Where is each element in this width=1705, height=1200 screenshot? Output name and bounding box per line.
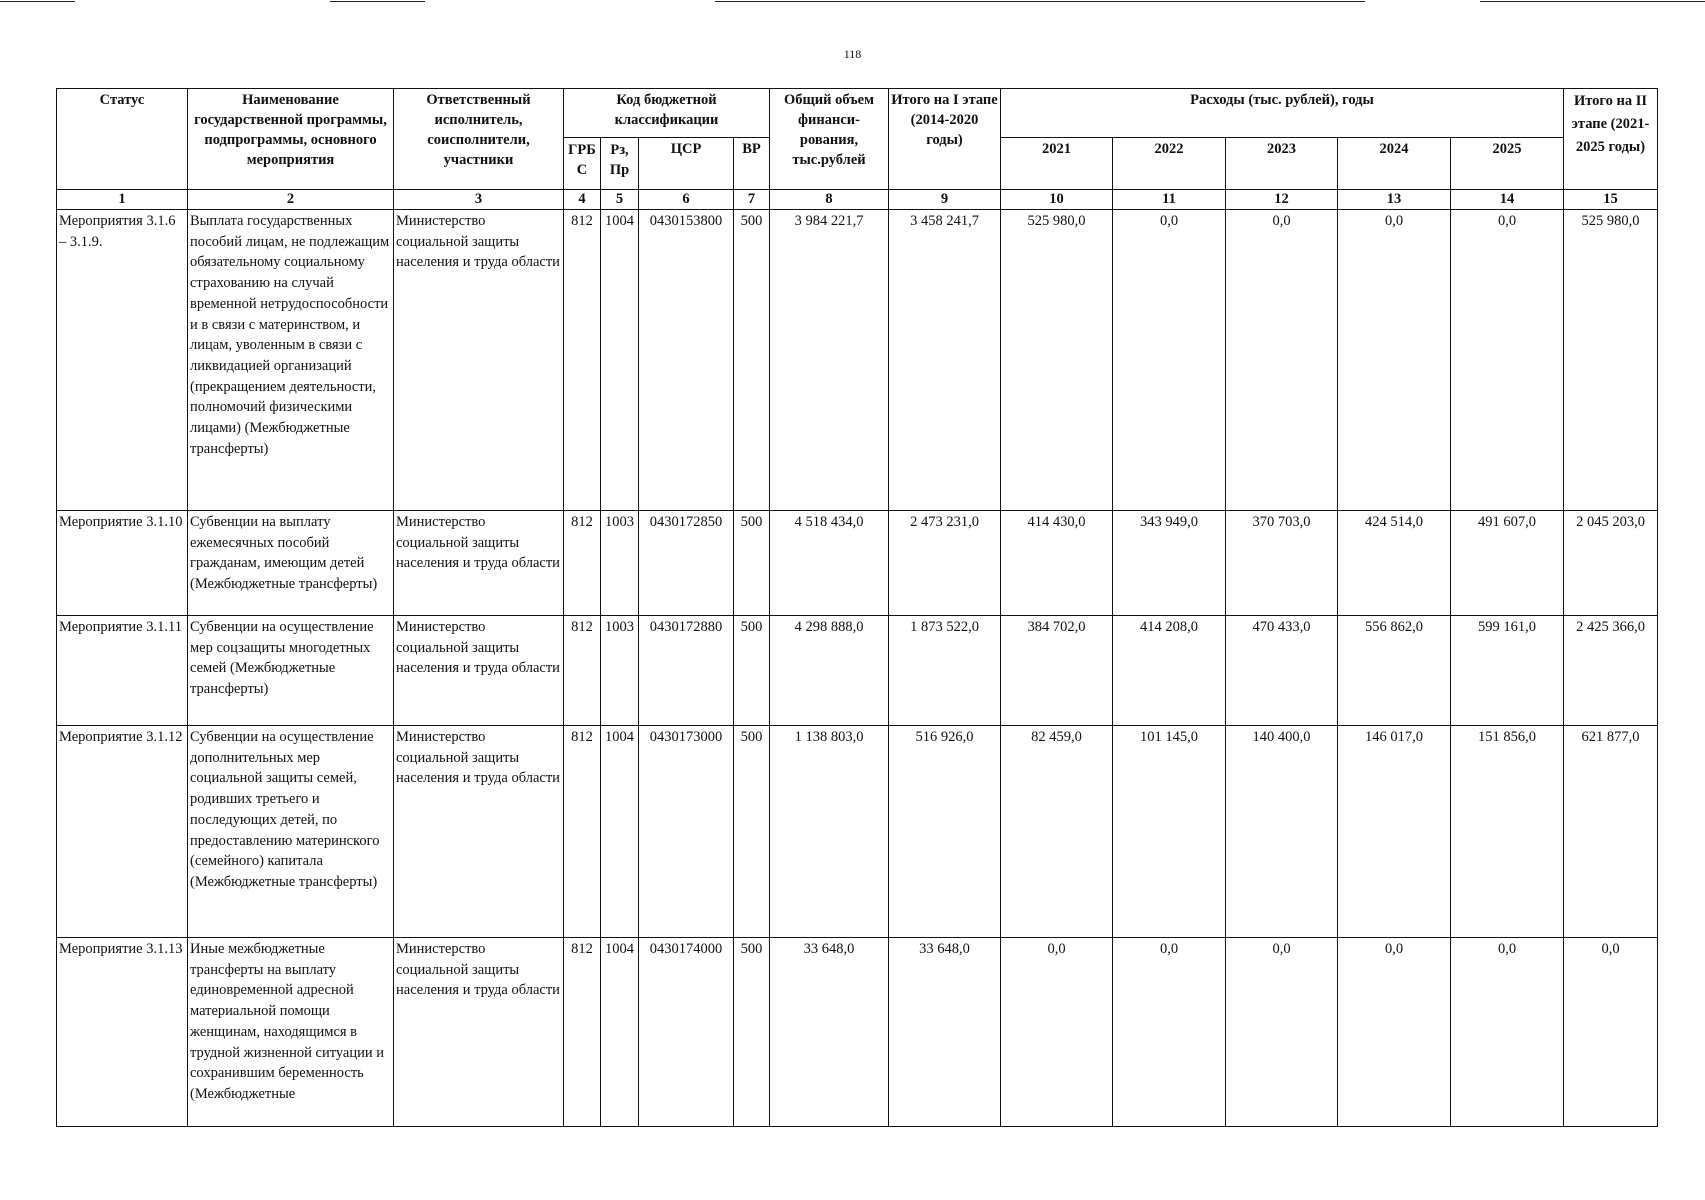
cell-2022: 101 145,0 [1113,726,1226,938]
cell-stage2: 525 980,0 [1564,210,1658,511]
cell-rzpr: 1004 [601,210,639,511]
cell-status: Мероприятие 3.1.10 [57,511,188,616]
cell-name: Выплата государственных пособий лицам, не подлежащим обязательному социальному страхованию на случай временной нетрудоспособности и в связи с материнством, и лицам, уволенным в связи с ликвидацией организаций (прекращением деятельности, полномочий физическими лицами) (Межбюджетные трансферты) [188,210,394,511]
cell-status: Мероприятие 3.1.12 [57,726,188,938]
column-number: 5 [601,190,639,210]
cell-2023: 140 400,0 [1226,726,1338,938]
cell-csr: 0430174000 [639,938,734,1127]
column-number: 11 [1113,190,1226,210]
cell-rzpr: 1003 [601,616,639,726]
scan-edge-line [330,1,425,2]
cell-2021: 0,0 [1001,938,1113,1127]
cell-grbs: 812 [564,511,601,616]
cell-2022: 414 208,0 [1113,616,1226,726]
header-status: Статус [57,89,188,190]
cell-executor: Министерство социальной защиты населения и труда области [394,938,564,1127]
header-stage1: Итого на I этапе (2014-2020 годы) [889,89,1001,190]
cell-2021: 384 702,0 [1001,616,1113,726]
cell-vr: 500 [734,210,770,511]
table-row [57,210,1658,511]
cell-2025: 599 161,0 [1451,616,1564,726]
cell-status: Мероприятие 3.1.13 [57,938,188,1127]
cell-2023: 0,0 [1226,938,1338,1127]
header-year-2024: 2024 [1338,138,1451,190]
column-number: 3 [394,190,564,210]
cell-stage1: 516 926,0 [889,726,1001,938]
column-number: 2 [188,190,394,210]
cell-2024: 424 514,0 [1338,511,1451,616]
cell-2022: 0,0 [1113,210,1226,511]
cell-rzpr: 1004 [601,726,639,938]
cell-total: 1 138 803,0 [770,726,889,938]
cell-vr: 500 [734,726,770,938]
column-number: 4 [564,190,601,210]
table-row [57,511,1658,616]
cell-stage2: 2 045 203,0 [1564,511,1658,616]
cell-grbs: 812 [564,726,601,938]
header-executor: Ответственный исполнитель, соисполнители, участники [394,89,564,190]
cell-2021: 525 980,0 [1001,210,1113,511]
cell-status: Мероприятия 3.1.6 – 3.1.9. [57,210,188,511]
cell-2024: 556 862,0 [1338,616,1451,726]
header-year-2021: 2021 [1001,138,1113,190]
cell-name: Субвенции на выплату ежемесячных пособий гражданам, имеющим детей (Межбюджетные трансферты) [188,511,394,616]
cell-2025: 0,0 [1451,210,1564,511]
cell-grbs: 812 [564,616,601,726]
cell-2023: 0,0 [1226,210,1338,511]
cell-csr: 0430172850 [639,511,734,616]
cell-2022: 0,0 [1113,938,1226,1127]
cell-executor: Министерство социальной защиты населения и труда области [394,210,564,511]
cell-csr: 0430173000 [639,726,734,938]
cell-name: Субвенции на осуществление дополнительных мер социальной защиты семей, родивших третьего и последующих детей, по предоставлению материнского (семейного) капитала (Межбюджетные трансферты) [188,726,394,938]
cell-executor: Министерство социальной защиты населения и труда области [394,511,564,616]
page-number: 118 [843,47,862,61]
cell-2022: 343 949,0 [1113,511,1226,616]
cell-2025: 0,0 [1451,938,1564,1127]
cell-total: 4 518 434,0 [770,511,889,616]
cell-total: 3 984 221,7 [770,210,889,511]
table-row [57,938,1658,1127]
header-year-2022: 2022 [1113,138,1226,190]
column-number: 6 [639,190,734,210]
cell-2021: 82 459,0 [1001,726,1113,938]
header-year-2025: 2025 [1451,138,1564,190]
cell-2025: 491 607,0 [1451,511,1564,616]
cell-total: 4 298 888,0 [770,616,889,726]
column-number-row [57,190,1658,210]
cell-total: 33 648,0 [770,938,889,1127]
cell-stage1: 2 473 231,0 [889,511,1001,616]
scan-edge-line [715,1,1365,2]
cell-stage2: 621 877,0 [1564,726,1658,938]
cell-2021: 414 430,0 [1001,511,1113,616]
column-number: 12 [1226,190,1338,210]
cell-name: Субвенции на осуществление мер соцзащиты многодетных семей (Межбюджетные трансферты) [188,616,394,726]
scan-edge-line [1480,1,1705,2]
column-number: 13 [1338,190,1451,210]
cell-2023: 370 703,0 [1226,511,1338,616]
cell-stage2: 0,0 [1564,938,1658,1127]
header-rzpr: Рз, Пр [601,138,639,190]
header-year-2023: 2023 [1226,138,1338,190]
header-name: Наименование государственной программы, подпрограммы, основного мероприятия [188,89,394,190]
cell-vr: 500 [734,616,770,726]
cell-vr: 500 [734,938,770,1127]
header-grbs: ГРБ С [564,138,601,190]
cell-rzpr: 1003 [601,511,639,616]
budget-table [56,88,1658,1127]
header-stage2: Итого на II этапе (2021- 2025 годы) [1564,89,1658,190]
cell-name: Иные межбюджетные трансферты на выплату единовременной адресной материальной помощи женщинам, находящимся в трудной жизненной ситуации и сохранившим беременность (Межбюджетные [188,938,394,1127]
cell-executor: Министерство социальной защиты населения и труда области [394,726,564,938]
column-number: 14 [1451,190,1564,210]
cell-csr: 0430172880 [639,616,734,726]
cell-grbs: 812 [564,210,601,511]
header-budget-code: Код бюджетной классификации [564,89,770,138]
cell-csr: 0430153800 [639,210,734,511]
header-expenses: Расходы (тыс. рублей), годы [1001,89,1564,138]
column-number: 10 [1001,190,1113,210]
cell-2023: 470 433,0 [1226,616,1338,726]
cell-rzpr: 1004 [601,938,639,1127]
column-number: 8 [770,190,889,210]
table-row [57,726,1658,938]
cell-status: Мероприятие 3.1.11 [57,616,188,726]
cell-stage1: 3 458 241,7 [889,210,1001,511]
table-row [57,616,1658,726]
cell-executor: Министерство социальной защиты населения и труда области [394,616,564,726]
column-number: 7 [734,190,770,210]
cell-grbs: 812 [564,938,601,1127]
header-vr: ВР [734,138,770,190]
cell-2025: 151 856,0 [1451,726,1564,938]
scan-edge-line [0,1,75,2]
header-row [57,89,1658,138]
header-total: Общий объем финанси- рования, тыс.рублей [770,89,889,190]
cell-stage1: 1 873 522,0 [889,616,1001,726]
cell-stage2: 2 425 366,0 [1564,616,1658,726]
cell-2024: 0,0 [1338,210,1451,511]
header-csr: ЦСР [639,138,734,190]
cell-2024: 0,0 [1338,938,1451,1127]
cell-stage1: 33 648,0 [889,938,1001,1127]
column-number: 1 [57,190,188,210]
cell-2024: 146 017,0 [1338,726,1451,938]
cell-vr: 500 [734,511,770,616]
column-number: 15 [1564,190,1658,210]
column-number: 9 [889,190,1001,210]
